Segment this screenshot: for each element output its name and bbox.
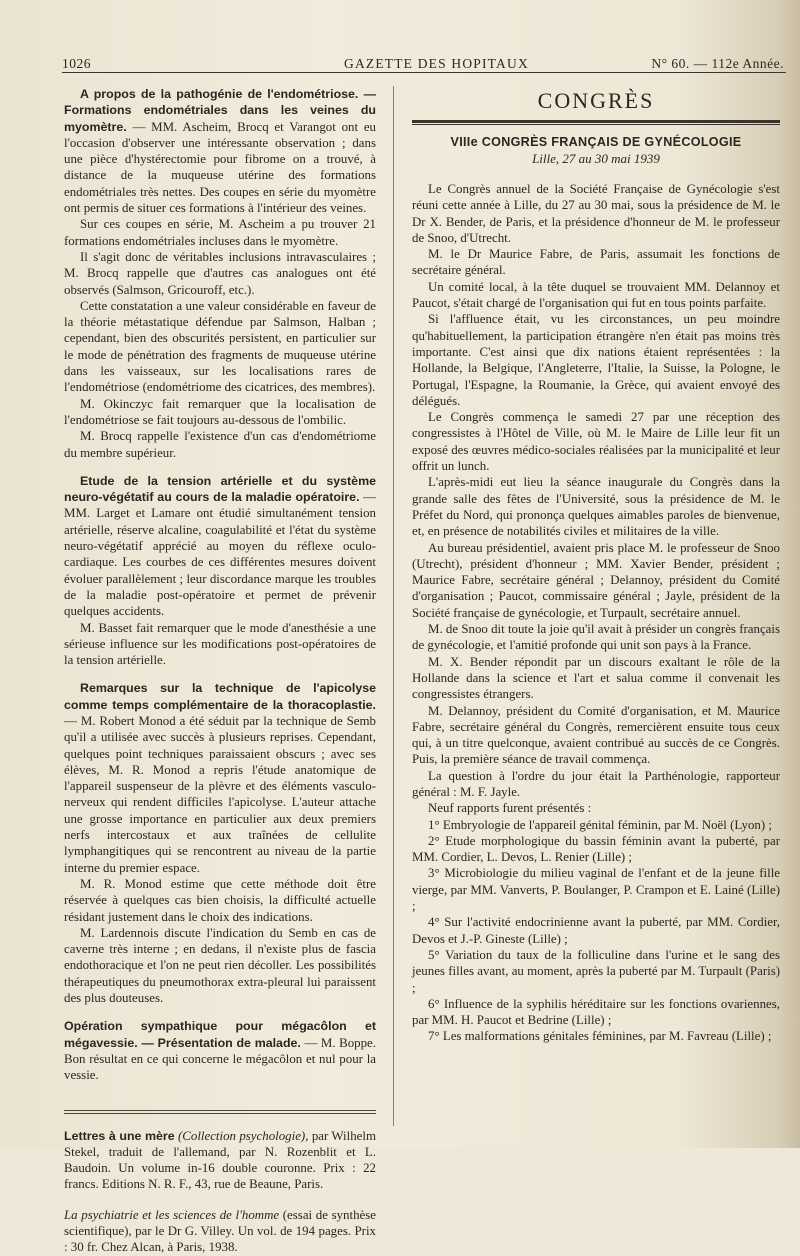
congress-place-date: Lille, 27 au 30 mai 1939 <box>532 151 660 166</box>
paragraph: M. Okinczyc fait remarquer que la localisation de l'endométriose se fait toujours au-dessous de l'ombilic. <box>64 396 376 427</box>
report-item: 7° Les malformations génitales féminines, par M. Favreau (Lille) ; <box>428 1029 772 1044</box>
article-title: A propos de la pathogénie de l'endométriose. — Formations endométriales dans les veines du myomètre. <box>64 87 376 134</box>
book-notice: Lettres à une mère (Collection psychologie), par Wilhelm Stekel, traduit de l'allemand, par N. Rozenblit et L. Baudoin. Un volume in-16 double couronne. Prix : 22 francs. Editions N. R. F., 43, rue de Beaune, Paris. <box>64 1128 376 1192</box>
paragraph: Si l'affluence était, vu les circonstances, un peu moindre qu'habituellement, la participation étrangère n'en était pas moins très importante. C'est ainsi que dix nations étaient représentées : la Hollande, la Belgique, l'Angleterre, l'Italie, la Suisse, la Pologne, le Portugal, l'Espagne, la Roumanie, la Grèce, qui avaient envoyé des délégués. <box>412 312 780 408</box>
book-notices <box>64 1128 376 1256</box>
paragraph: M. X. Bender répondit par un discours exaltant le rôle de la Hollande dans la science et l'art et salua comme il convenait les congressistes étrangers. <box>412 654 780 702</box>
paragraph: M. le Dr Maurice Fabre, de Paris, assumait les fonctions de secrétaire général. <box>412 247 780 278</box>
report-item: 3° Microbiologie du milieu vaginal de l'enfant et de la jeune fille vierge, par MM. Vanverts, P. Boulanger, P. Crampon et E. Lainé (Lille) ; <box>412 866 780 914</box>
article-title: Remarques sur la technique de l'apicolyse comme temps complémentaire de la thoracoplastie. <box>64 681 376 712</box>
report-item: 1° Embryologie de l'appareil génital féminin, par M. Noël (Lyon) ; <box>428 817 772 832</box>
paragraph: Sur ces coupes en série, M. Ascheim a pu trouver 21 formations endométriales incluses dans le myomètre. <box>64 217 376 248</box>
left-column <box>64 86 376 1256</box>
column-separator <box>393 86 394 1126</box>
paragraph: Le Congrès annuel de la Société Française de Gynécologie s'est réuni cette année à Lille, du 27 au 30 mai, sous la présidence de M. le Dr X. Bender, de Paris, et la présidence d'honneur de M. le professeur de Snoo, d'Utrecht. <box>412 182 780 245</box>
heading-rule <box>412 120 780 123</box>
paragraph: Cette constatation a une valeur considérable en faveur de la théorie métastatique défendue par Salmson, Halban ; cependant, bien des obscurités persistent, en particulier sur le mode de pénétration des fragments de muqueuse utérine dans les vaisseaux, sur les localisations rares de l'endométriose (endométriome des cicatrices, des membres). <box>64 298 376 395</box>
book-notice: La psychiatrie et les sciences de l'homme (essai de synthèse scientifique), par le Dr G. Villey. Un vol. de 194 pages. Prix : 30 fr. Chez Alcan, à Paris, 1938. <box>64 1207 376 1255</box>
heading-rule-thin <box>412 124 780 125</box>
article-tension: Etude de la tension artérielle et du système neuro-végétatif au cours de la maladie opératoire. — MM. Larget et Lamare ont étudié simultanément tension artérielle, réserve alcaline, coagulabilité et l'état du système neuro-végétatif apprécié au moyen du réflexe oculo-cardiaque. Les courbes de ces différentes mesures doivent évoluer parallèlement ; leur discordance marque les troubles de la maladie post-opératoire et permet de prévenir quelques accidents. <box>64 473 376 619</box>
page-header <box>62 54 784 74</box>
paragraph: M. R. Monod estime que cette méthode doit être réservée à quelques cas bien choisis, la difficulté actuelle résidant justement dans le choix des indications. <box>64 876 376 924</box>
paragraph: L'après-midi eut lieu la séance inaugurale du Congrès dans la grande salle des fêtes de l'Université, sous la présidence de M. le Préfet du Nord, qui prononça quelques aimables paroles de bienvenue, et, en présence de notabilités civiles et militaires de la ville. <box>412 475 780 539</box>
paragraph: Neuf rapports furent présentés : <box>428 801 592 816</box>
article-title: Etude de la tension artérielle et du système neuro-végétatif au cours de la maladie opératoire. <box>64 473 376 505</box>
paragraph: Au bureau présidentiel, avaient pris place M. le professeur de Snoo (Utrecht), président d'honneur ; MM. Xavier Bender, président ; Maurice Fabre, secrétaire général ; Delannoy, président du Comité d'organisation ; Paucot, commissaire général ; Jayle, président de la Société française de gynécologie, et Turpault, secrétaire annuel. <box>412 540 780 620</box>
paragraph: Il s'agit donc de véritables inclusions intravasculaires ; M. Brocq rappelle que d'autres cas analogues ont été observés (Salmson, Gricouroff, etc.). <box>64 249 376 297</box>
issue-number: N° 60. — 112e Année. <box>651 56 784 71</box>
header-rule <box>62 72 786 73</box>
paragraph: M. de Snoo dit toute la joie qu'il avait à présider un congrès français de gynécologie, et l'amitié profonde qui unit son pays à la France. <box>412 622 780 653</box>
page-number: 1026 <box>62 56 91 71</box>
section-heading: CONGRÈS <box>537 88 655 113</box>
report-item: 6° Influence de la syphilis héréditaire sur les fonctions ovariennes, par MM. H. Paucot et Bedrine (Lille) ; <box>412 996 780 1028</box>
report-item: 2° Etude morphologique du bassin féminin avant la puberté, par MM. Cordier, L. Devos, L. Renier (Lille) ; <box>412 833 780 865</box>
paragraph: M. Lardennois discute l'indication du Semb en cas de caverne très interne ; en dedans, il n'existe plus de fascia endothoracique et l'on ne peut rien décoller. Les possibilités thérapeutiques du pneumothorax extra-pleural lui paraissent des plus douteuses. <box>64 925 376 1006</box>
article-megacolon: Opération sympathique pour mégacôlon et mégavessie. — Présentation de malade. — M. Boppe. Bon résultat en ce qui concerne le mégacôlon et nul pour la vessie. <box>64 1019 376 1083</box>
paragraph: Le Congrès commença le samedi 27 par une réception des congressistes à l'Hôtel de Ville, où M. le Maire de Lille leur fit un exposé des œuvres médico-sociales réalisées par la municipalité et leur offrit un lunch. <box>412 410 780 474</box>
article-endometriose: A propos de la pathogénie de l'endométriose. — Formations endométriales dans les veines du myomètre. — MM. Ascheim, Brocq et Varangot ont eu l'occasion d'observer une intéressante observation ; dans une pièce d'hystérectomie pour fibrome on a trouvé, à distance de la muqueuse utérine des formations endométriales très nettes. Des coupes en série du myomètre ont permis de situer ces formations à l'intérieur des veines. <box>64 87 376 216</box>
paragraph: La question à l'ordre du jour était la Parthénologie, rapporteur général : M. F. Jayle. <box>412 768 780 799</box>
paragraph: Un comité local, à la tête duquel se trouvaient MM. Delannoy et Paucot, s'était chargé de l'organisation qui fut en tous points parfaite. <box>412 279 780 311</box>
report-item: 5° Variation du taux de la folliculine dans l'urine et le sang des jeunes filles avant, au moment, après la puberté par M. Turpault (Paris) ; <box>412 947 780 995</box>
paragraph: M. Delannoy, président du Comité d'organisation, et M. Maurice Fabre, secrétaire général du Congrès, remercièrent ensuite tous ceux qui, à un titre quelconque, avaient contribué au succès de ce Congrès. Puis, la première séance de travail commença. <box>412 703 780 767</box>
paragraph: M. Brocq rappelle l'existence d'un cas d'endométriome du membre supérieur. <box>64 429 376 460</box>
paragraph: M. Basset fait remarquer que le mode d'anesthésie a une sérieuse influence sur les modifications post-opératoires de la tension artérielle. <box>64 620 376 668</box>
article-title: Opération sympathique pour mégacôlon et mégavessie. — Présentation de malade. <box>64 1019 376 1050</box>
section-rule <box>64 1110 376 1114</box>
right-column <box>412 86 780 1045</box>
article-apicolyse: Remarques sur la technique de l'apicolyse comme temps complémentaire de la thoracoplastie. — M. Robert Monod a été séduit par la technique de Semb qu'il a utilisée avec succès à plusieurs reprises. Cependant, quelques point techniques paraissaient obscurs ; avec ses élèves, M. R. Monod a repris l'étude anatomique de l'appareil suspenseur de la plèvre et des éléments vasculo-nerveux qui rendent difficiles l'apicolyse. L'auteur attache une grosse importance en particulier aux deux premiers nerfs intercostaux et aux traînées de cellulite lymphangitiques qui se rencontrent au niveau de la partie interne du premier espace. <box>64 681 376 875</box>
report-item: 4° Sur l'activité endocrinienne avant la puberté, par MM. Cordier, Devos et J.-P. Gineste (Lille) ; <box>412 915 780 946</box>
congress-title: VIIIe CONGRÈS FRANÇAIS DE GYNÉCOLOGIE <box>450 135 742 149</box>
journal-title: GAZETTE DES HOPITAUX <box>344 56 529 71</box>
